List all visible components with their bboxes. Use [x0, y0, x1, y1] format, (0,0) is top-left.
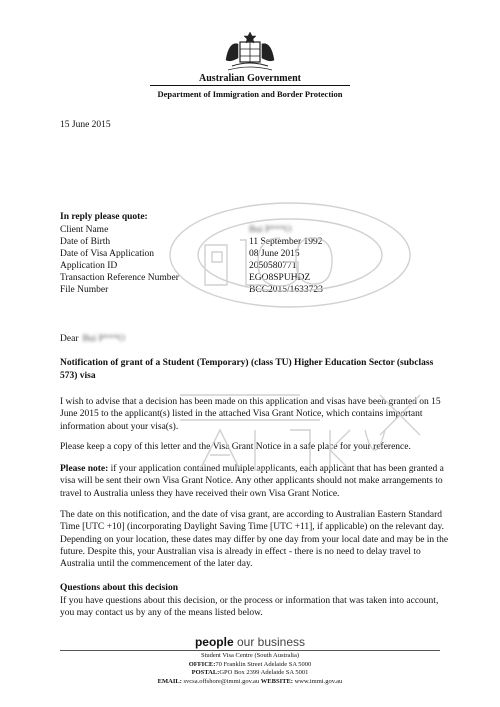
reply-value: 11 September 1992 [249, 237, 323, 248]
footer-office-line [0, 661, 500, 670]
please-note-text: if your application contained multiple applicants, each applicant that has been granted a visa will be sent their own Visa Grant Notice. Any other applicants should not make arrangements to travel to Australia unless they have received their own Visa Grant Notice. [60, 464, 444, 499]
reply-label: Client Name [60, 225, 109, 235]
reply-value: EGO8SPUHDZ [249, 273, 311, 284]
reply-row-trn [60, 272, 323, 284]
footer-centre: Student Visa Centre (South Australia) [200, 652, 300, 659]
reply-label: Date of Birth [60, 237, 111, 248]
reply-heading: In reply please quote: [60, 212, 148, 222]
reply-label: Date of Visa Application [60, 249, 154, 260]
letter-subject: Notification of grant of a Student (Temporary) (class TU) Higher Education Sector (subclass 573) visa [60, 358, 434, 381]
footer-office-label: OFFICE: [188, 660, 216, 668]
footer-brand-strong: people [194, 635, 234, 649]
salutation-name-redacted: Bui P***O [82, 334, 125, 344]
footer-email-line [0, 678, 500, 687]
reply-value: 08 June 2015 [249, 249, 300, 260]
paragraph-questions: If you have questions about this decision, or the process or information that was taken into account, you may contact us by any of the means listed below. [60, 596, 439, 619]
footer-email-link[interactable]: svcsa.offshore@immi.gov.au [181, 677, 261, 685]
government-name: Australian Government [199, 73, 301, 84]
paragraph-decision: I wish to advise that a decision has been made on this application and visas have been granted on 15 June 2015 to the applicant(s) listed in the attached Visa Grant Notice, which contains important information about your visa(s). [60, 397, 441, 432]
letter-date: 15 June 2015 [60, 120, 111, 130]
paragraph-timezone: The date on this notification, and the date of visa grant, are according to Australian Eastern Standard Time [UTC +10] (incorporating Daylight Saving Time [UTC +11], if applicable) on the relevant day. Depending on your location, these dates may differ by one day from your local date and may be in the future. Despite this, your Australian visa is already in effect - there is no need to delay travel to Australia until the commencement of the later day. [60, 510, 449, 570]
questions-heading: Questions about this decision [60, 583, 178, 593]
footer-contact [0, 652, 500, 686]
footer-postal-line [0, 669, 500, 678]
footer-website-label: WEBSITE: [260, 677, 293, 685]
please-note-lead: Please note: [60, 464, 109, 474]
footer-office: 70 Franklin Street Adelaide SA 5000 [215, 660, 312, 668]
footer-website-link[interactable]: www.immi.gov.au [292, 677, 343, 685]
footer-brand-light: our business [233, 635, 306, 649]
department-name: Department of Immigration and Border Protection [150, 85, 350, 99]
reply-details-table [60, 224, 323, 297]
footer-postal-label: POSTAL: [191, 669, 220, 677]
paragraph-please-note [60, 463, 450, 500]
footer-postal: GPO Box 2399 Adelaide SA 5001 [219, 669, 309, 677]
reply-value: BCC2015/1633723 [249, 285, 323, 296]
reply-row-application-id [60, 260, 323, 272]
coat-of-arms-icon [218, 30, 282, 74]
reply-value-redacted: Bui P***O [249, 225, 292, 235]
reply-value: 2050580771 [249, 261, 297, 272]
reply-row-application-date [60, 248, 323, 260]
reply-row-client-name [60, 224, 323, 236]
reply-label: Application ID [60, 261, 118, 272]
paragraph-keep-copy: Please keep a copy of this letter and the Visa Grant Notice in a safe place for your reference. [60, 442, 411, 452]
reply-row-file-number [60, 284, 323, 296]
salutation-greeting: Dear [60, 334, 79, 344]
footer-divider [60, 650, 440, 651]
footer-brand [0, 635, 500, 649]
footer-email-label: EMAIL: [157, 677, 182, 685]
reply-label: File Number [60, 285, 109, 296]
salutation [60, 334, 125, 344]
reply-row-dob [60, 236, 323, 248]
reply-label: Transaction Reference Number [60, 273, 179, 284]
